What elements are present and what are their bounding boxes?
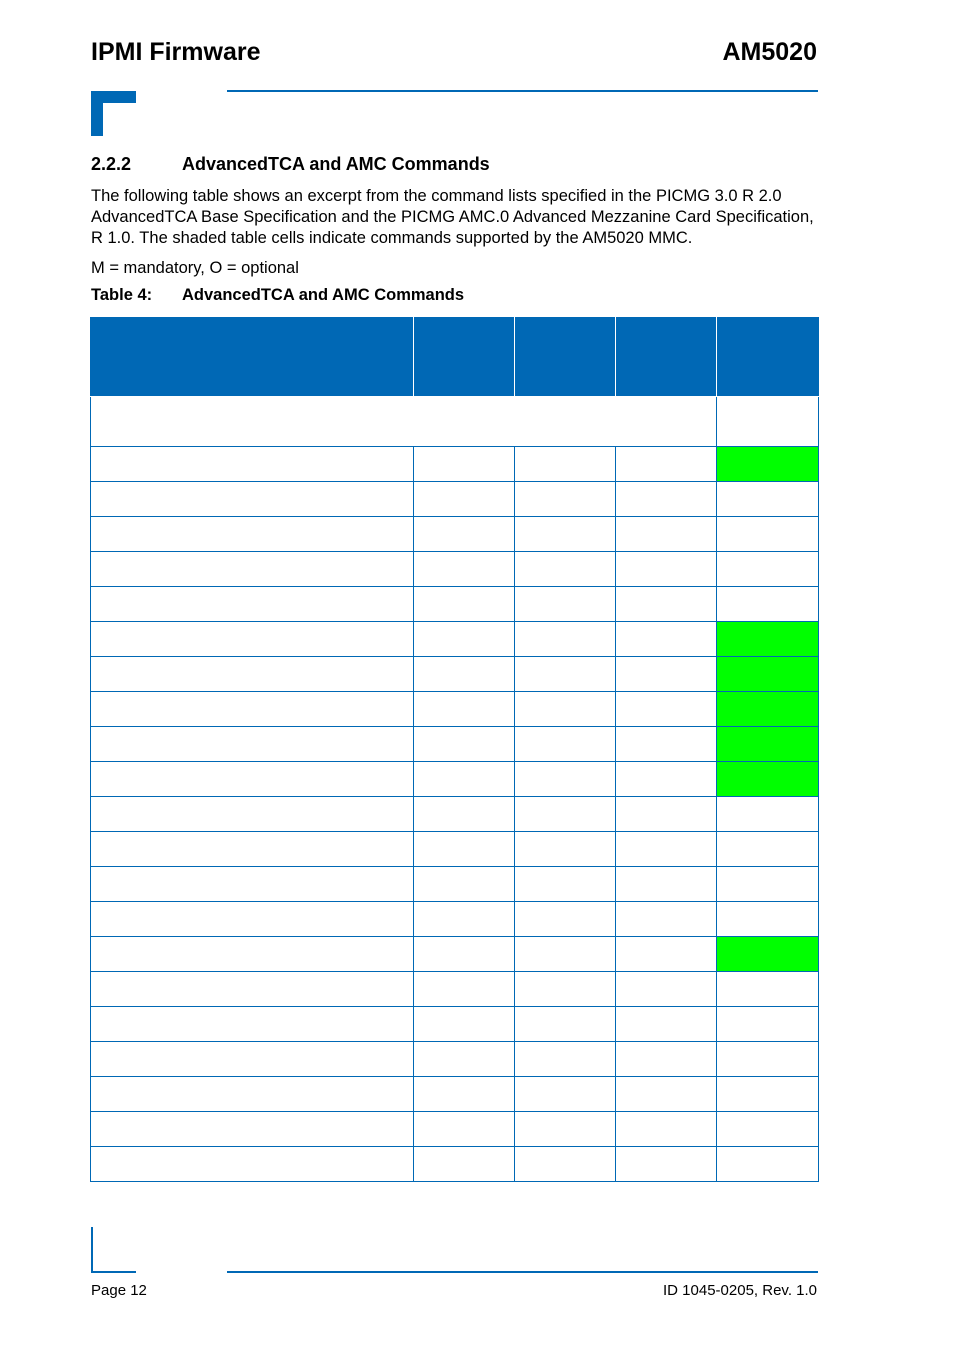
table-cell xyxy=(91,832,414,867)
table-cell xyxy=(414,447,515,482)
product-name: AM5020 xyxy=(722,38,817,66)
header-cell xyxy=(91,318,414,397)
table-row xyxy=(91,832,819,867)
table-cell xyxy=(616,482,717,517)
table-cell xyxy=(91,517,414,552)
table-row xyxy=(91,902,819,937)
table-row xyxy=(91,692,819,727)
table-cell xyxy=(414,622,515,657)
support-cell xyxy=(717,832,819,867)
header-cell xyxy=(414,318,515,397)
support-cell xyxy=(717,1147,819,1182)
support-cell xyxy=(717,587,819,622)
table-cell xyxy=(414,517,515,552)
table-cell xyxy=(616,692,717,727)
intro-paragraph: The following table shows an excerpt from the command lists specified in the PICMG 3.0 R 2.0 AdvancedTCA Base Specification and the PICMG AMC.0 Advanced Mezzanine Card Specification, R 1.0. The shaded table cells indicate commands supported by the AM5020 MMC. xyxy=(91,187,814,247)
table-cell xyxy=(515,1007,616,1042)
footer-rule xyxy=(227,1271,818,1273)
table-cell xyxy=(616,1147,717,1182)
table-cell xyxy=(91,622,414,657)
table-cell xyxy=(515,797,616,832)
page-number: Page 12 xyxy=(91,1282,147,1299)
table-cell xyxy=(616,1042,717,1077)
table-row xyxy=(91,1077,819,1112)
table-cell xyxy=(414,727,515,762)
table-cell xyxy=(414,1147,515,1182)
table-cell xyxy=(616,867,717,902)
table-cell xyxy=(616,552,717,587)
header-cell xyxy=(717,318,819,397)
table-row xyxy=(91,1147,819,1182)
table-row xyxy=(91,972,819,1007)
table-cell xyxy=(414,1112,515,1147)
table-cell xyxy=(515,657,616,692)
table-row xyxy=(91,552,819,587)
table-cell xyxy=(414,972,515,1007)
table-row xyxy=(91,1042,819,1077)
table-cell xyxy=(616,1112,717,1147)
table-caption-label: Table 4: xyxy=(91,286,153,304)
support-cell xyxy=(717,1112,819,1147)
commands-table xyxy=(90,317,819,1182)
table-cell xyxy=(616,762,717,797)
table-cell xyxy=(616,797,717,832)
table-body xyxy=(91,397,819,1182)
support-cell xyxy=(717,727,819,762)
table-cell xyxy=(515,1147,616,1182)
table-cell xyxy=(515,937,616,972)
table-cell xyxy=(515,1042,616,1077)
table-cell xyxy=(91,1042,414,1077)
table-cell xyxy=(616,622,717,657)
support-cell xyxy=(717,867,819,902)
table-cell xyxy=(91,1112,414,1147)
table-cell xyxy=(91,587,414,622)
table-cell xyxy=(414,832,515,867)
table-cell xyxy=(515,867,616,902)
table-row xyxy=(91,1007,819,1042)
table-row xyxy=(91,622,819,657)
support-cell xyxy=(717,1077,819,1112)
support-cell xyxy=(717,972,819,1007)
section-number: 2.2.2 xyxy=(91,154,132,174)
table-cell xyxy=(414,867,515,902)
corner-mark-bottom xyxy=(91,1227,136,1273)
table-row xyxy=(91,447,819,482)
table-cell xyxy=(91,1077,414,1112)
table-cell xyxy=(616,902,717,937)
table-cell xyxy=(616,517,717,552)
table-cell xyxy=(91,1147,414,1182)
table-row xyxy=(91,1112,819,1147)
table-cell xyxy=(515,762,616,797)
support-cell xyxy=(717,552,819,587)
table-cell xyxy=(414,692,515,727)
document-id: ID 1045-0205, Rev. 1.0 xyxy=(663,1282,817,1299)
table-cell xyxy=(91,902,414,937)
table-cell xyxy=(91,797,414,832)
table-cell xyxy=(414,552,515,587)
table-cell xyxy=(91,937,414,972)
group-cell xyxy=(91,397,717,447)
table-cell xyxy=(91,727,414,762)
table-row xyxy=(91,867,819,902)
table-cell xyxy=(616,727,717,762)
table-cell xyxy=(515,832,616,867)
table-cell xyxy=(616,657,717,692)
table-cell xyxy=(515,517,616,552)
table-cell xyxy=(515,727,616,762)
group-row xyxy=(91,397,819,447)
table-cell xyxy=(91,552,414,587)
table-cell xyxy=(91,762,414,797)
section-title: AdvancedTCA and AMC Commands xyxy=(182,154,490,174)
table-row xyxy=(91,762,819,797)
table-row xyxy=(91,587,819,622)
table-cell xyxy=(414,762,515,797)
table-cell xyxy=(616,832,717,867)
table-cell xyxy=(91,1007,414,1042)
table-row xyxy=(91,517,819,552)
table-cell xyxy=(91,867,414,902)
header-cell xyxy=(616,318,717,397)
document-title: IPMI Firmware xyxy=(91,38,261,66)
table-cell xyxy=(414,587,515,622)
support-cell xyxy=(717,797,819,832)
table-cell xyxy=(91,972,414,1007)
table-cell xyxy=(616,1007,717,1042)
header-rule xyxy=(227,90,818,92)
support-cell xyxy=(717,692,819,727)
table-cell xyxy=(515,1077,616,1112)
support-cell xyxy=(717,482,819,517)
table-cell xyxy=(515,482,616,517)
table-cell xyxy=(515,692,616,727)
table-cell xyxy=(515,587,616,622)
table-row xyxy=(91,937,819,972)
support-cell xyxy=(717,622,819,657)
table-header-row xyxy=(91,318,819,397)
table-cell xyxy=(515,902,616,937)
table-cell xyxy=(616,447,717,482)
table-cell xyxy=(515,447,616,482)
table-cell xyxy=(91,657,414,692)
table-cell xyxy=(616,587,717,622)
table-cell xyxy=(91,482,414,517)
table-cell xyxy=(515,1112,616,1147)
table-cell xyxy=(414,482,515,517)
table-row xyxy=(91,797,819,832)
table-cell xyxy=(414,1077,515,1112)
table-cell xyxy=(91,692,414,727)
support-cell xyxy=(717,1007,819,1042)
table-cell xyxy=(414,902,515,937)
support-cell xyxy=(717,762,819,797)
support-cell xyxy=(717,1042,819,1077)
table-cell xyxy=(616,972,717,1007)
table-cell xyxy=(515,552,616,587)
support-cell xyxy=(717,397,819,447)
header-cell xyxy=(515,318,616,397)
table-cell xyxy=(91,447,414,482)
corner-mark-top xyxy=(91,91,136,136)
support-cell xyxy=(717,447,819,482)
table-row xyxy=(91,727,819,762)
support-cell xyxy=(717,657,819,692)
legend-text: M = mandatory, O = optional xyxy=(91,259,299,277)
table-cell xyxy=(414,937,515,972)
table-cell xyxy=(414,1007,515,1042)
table-cell xyxy=(414,657,515,692)
table-row xyxy=(91,482,819,517)
table-row xyxy=(91,657,819,692)
table-caption-title: AdvancedTCA and AMC Commands xyxy=(182,286,465,304)
table-cell xyxy=(616,1077,717,1112)
support-cell xyxy=(717,902,819,937)
table-cell xyxy=(616,937,717,972)
table-cell xyxy=(414,797,515,832)
table-cell xyxy=(515,972,616,1007)
support-cell xyxy=(717,937,819,972)
table-cell xyxy=(414,1042,515,1077)
support-cell xyxy=(717,517,819,552)
table-cell xyxy=(515,622,616,657)
